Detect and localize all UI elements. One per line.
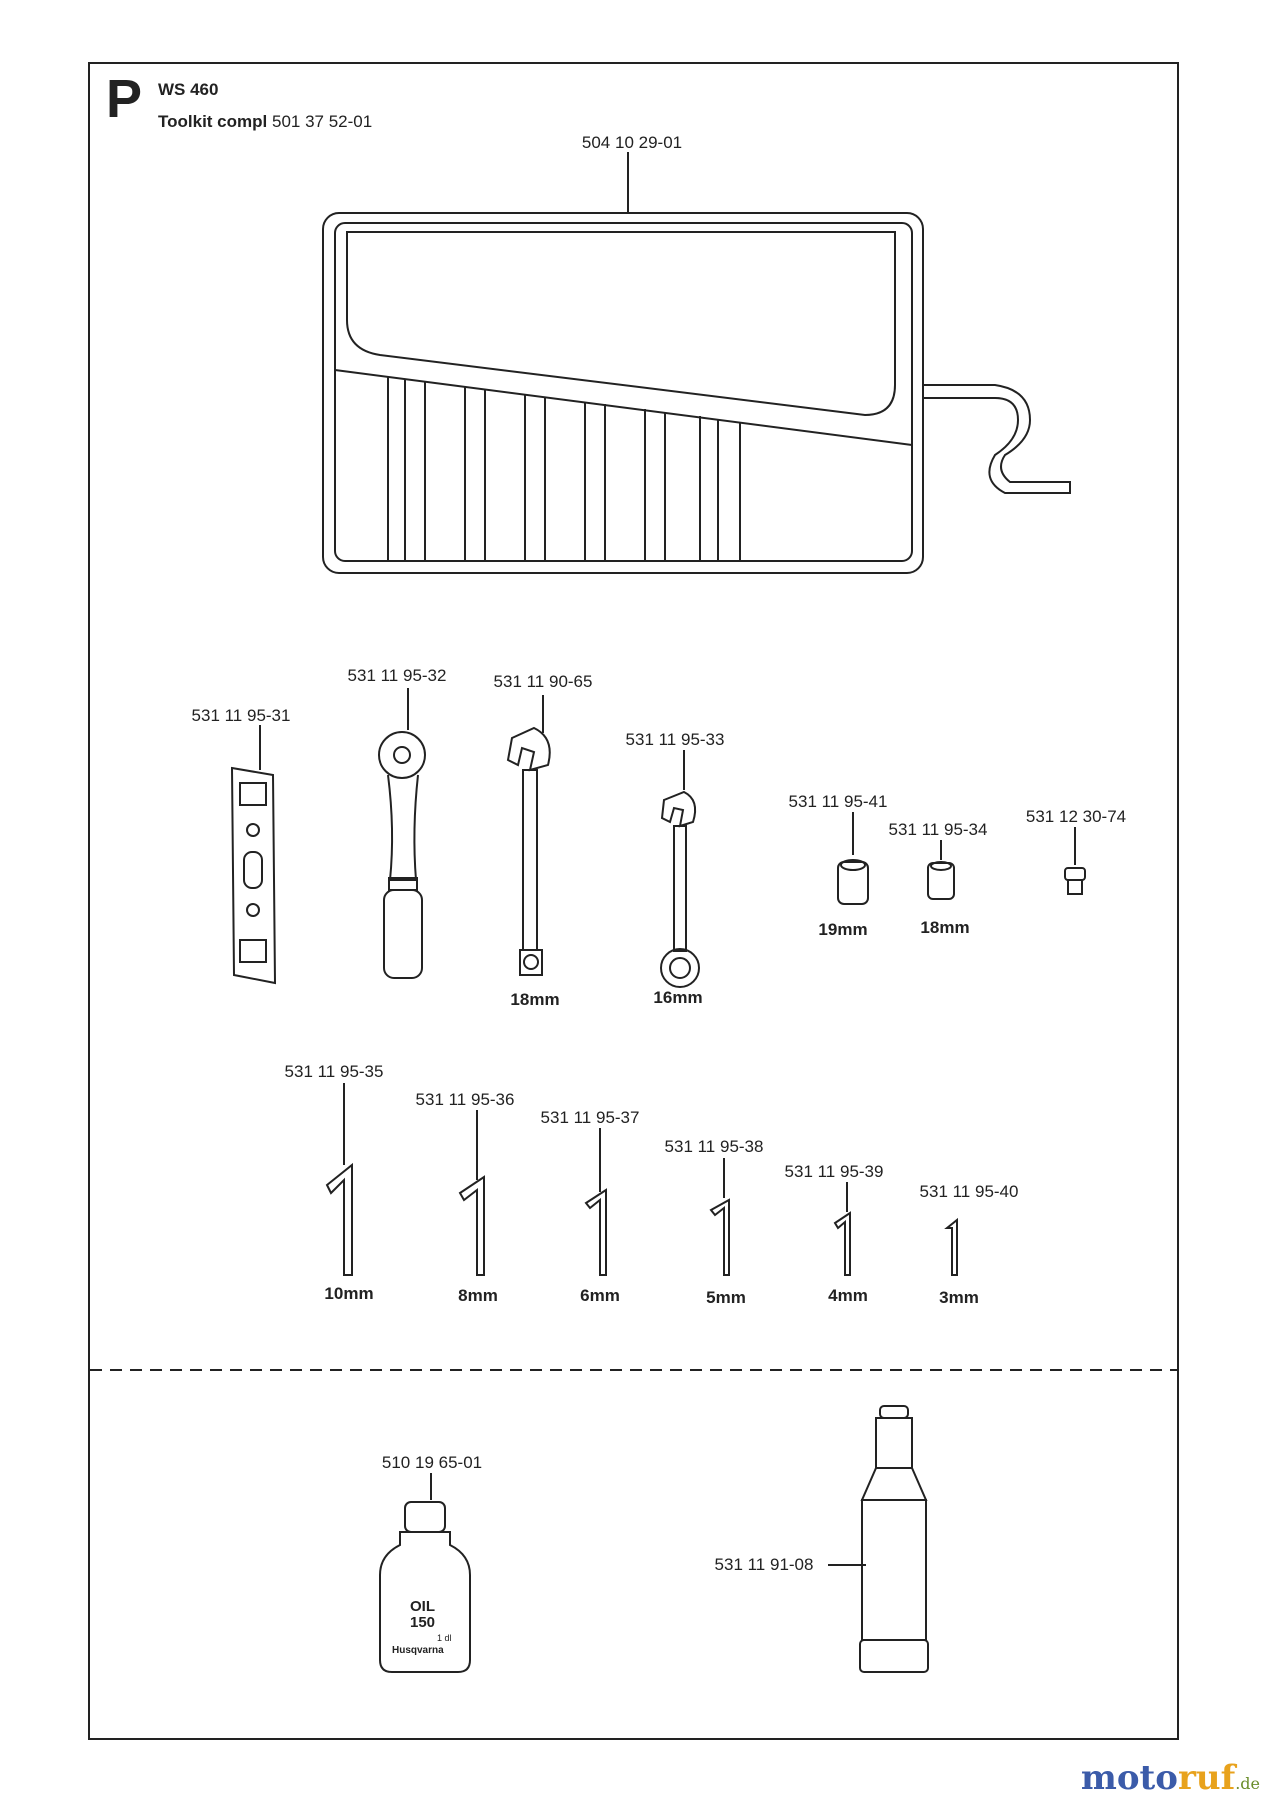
label-socket-19: 531 11 95-41 — [788, 792, 888, 811]
oil-bottle-brand: Husqvarna — [392, 1645, 444, 1656]
model-name: WS 460 — [158, 80, 219, 99]
size-wrench-18: 18mm — [510, 990, 560, 1009]
hex-key-4mm-drawing — [835, 1213, 850, 1275]
section-letter: P — [106, 69, 143, 129]
tool-roll-pockets — [388, 377, 740, 561]
hex-key-8mm-drawing — [460, 1177, 484, 1275]
size-socket-19: 19mm — [818, 920, 868, 939]
size-hex-10: 10mm — [324, 1284, 374, 1303]
oil-bottle-text-1: OIL — [410, 1598, 435, 1615]
oil-bottle-volume: 1 dl — [437, 1633, 452, 1643]
label-socket-18: 531 11 95-34 — [888, 820, 988, 839]
ratchet-drawing — [379, 732, 425, 978]
hex-key-3mm-drawing — [947, 1220, 957, 1275]
label-wrench-16: 531 11 95-33 — [625, 730, 725, 749]
oil-bottle-text-2: 150 — [410, 1614, 436, 1631]
adapter-drawing — [1065, 868, 1085, 894]
spirit-level-drawing — [232, 768, 275, 983]
label-tool-roll: 504 10 29-01 — [581, 133, 683, 152]
hex-key-10mm-drawing — [327, 1165, 352, 1275]
tool-roll-drawing — [323, 213, 1070, 573]
size-hex-5: 5mm — [706, 1288, 746, 1307]
size-hex-6: 6mm — [580, 1286, 620, 1305]
socket-18mm-drawing — [928, 862, 954, 899]
label-hex-3: 531 11 95-40 — [919, 1182, 1019, 1201]
watermark-part-1: moto — [1080, 1758, 1178, 1798]
leader-lines — [260, 152, 1075, 1565]
label-hex-5: 531 11 95-38 — [664, 1137, 764, 1156]
hex-key-6mm-drawing — [586, 1190, 606, 1275]
watermark-part-3: .de — [1235, 1774, 1260, 1793]
label-wrench-18: 531 11 90-65 — [493, 672, 593, 691]
label-adapter: 531 12 30-74 — [1025, 807, 1127, 826]
wrench-16mm-drawing — [661, 792, 699, 987]
hex-key-5mm-drawing — [711, 1200, 729, 1275]
toolkit-number: 501 37 52-01 — [271, 112, 373, 131]
label-hex-6: 531 11 95-37 — [540, 1108, 640, 1127]
label-spirit-level: 531 11 95-31 — [191, 706, 291, 725]
label-oil: 510 19 65-01 — [381, 1453, 483, 1472]
wrench-18mm-drawing — [508, 728, 550, 975]
label-hex-8: 531 11 95-36 — [415, 1090, 515, 1109]
label-hex-4: 531 11 95-39 — [784, 1162, 884, 1181]
size-wrench-16: 16mm — [653, 988, 703, 1007]
size-hex-4: 4mm — [828, 1286, 868, 1305]
size-hex-3: 3mm — [939, 1288, 979, 1307]
size-socket-18: 18mm — [920, 918, 970, 937]
label-ratchet: 531 11 95-32 — [347, 666, 447, 685]
toolkit-label: Toolkit compl — [158, 112, 268, 131]
size-hex-8: 8mm — [458, 1286, 498, 1305]
watermark-logo — [1081, 1758, 1260, 1798]
label-hex-10: 531 11 95-35 — [284, 1062, 384, 1081]
grease-gun-drawing — [860, 1406, 928, 1672]
label-grease-gun: 531 11 91-08 — [714, 1555, 814, 1574]
watermark-part-2: ruf — [1177, 1758, 1236, 1798]
socket-19mm-drawing — [838, 860, 868, 904]
